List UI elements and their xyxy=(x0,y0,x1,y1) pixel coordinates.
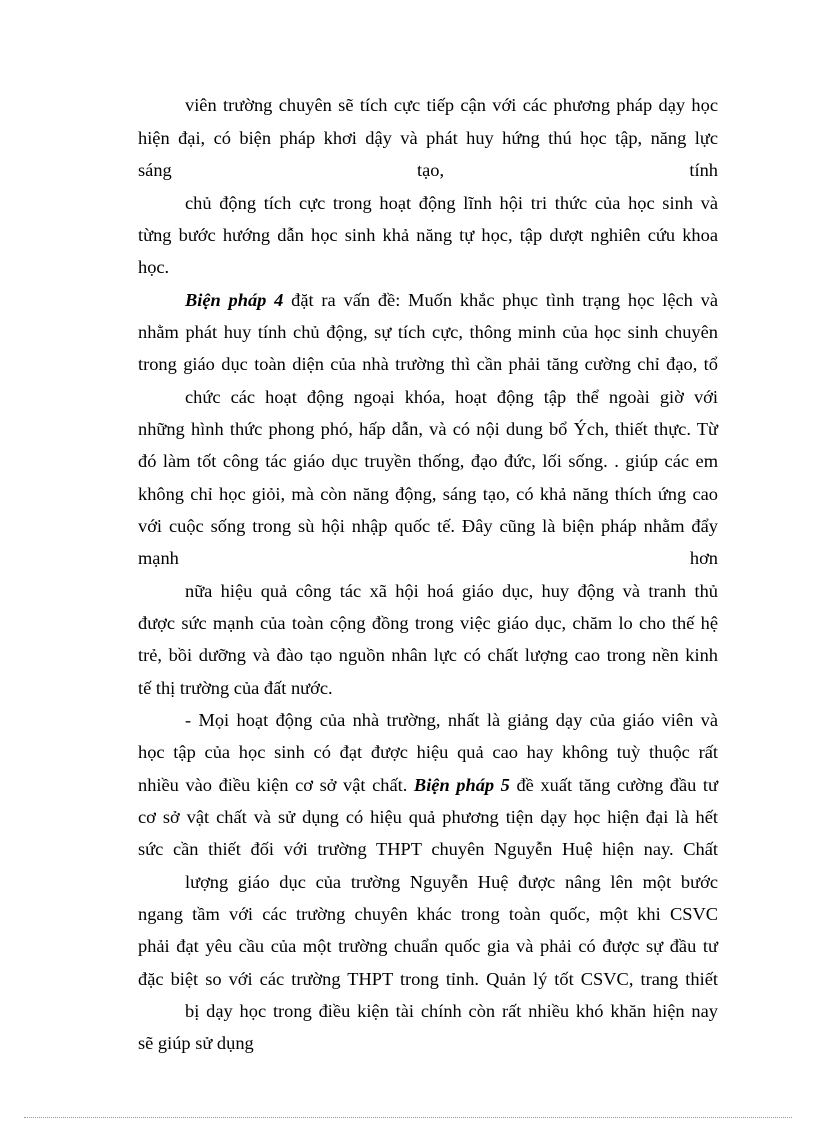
text-line: nữa hiệu quả công tác xã hội hoá giáo dục, huy động và tranh thủ xyxy=(185,581,718,601)
text-line: học tập của học sinh có đạt được hiệu quả cao hay không tuỳ thuộc rất xyxy=(138,742,718,762)
text-line: đó làm tốt công tác giáo dục truyền thống, đạo đức, lối sống. . giúp các em xyxy=(138,451,718,471)
text-line: lượng giáo dục của trường Nguyễn Huệ được nâng lên một bước xyxy=(185,872,718,892)
text-line: viên trường chuyên sẽ tích cực tiếp cận với các phương pháp dạy học xyxy=(185,95,718,115)
text-line: chức các hoạt động ngoại khóa, hoạt động tập thể ngoài giờ với xyxy=(185,387,718,407)
text-line: trong giáo dục toàn diện của nhà trường thì cần phải tăng cường chỉ đạo, tổ xyxy=(138,354,718,374)
text-line: được sức mạnh của toàn cộng đồng trong việc giáo dục, chăm lo cho thế hệ xyxy=(138,613,718,633)
text-line: sẽ giúp sử dụng xyxy=(138,1033,254,1053)
text-line: - Mọi hoạt động của nhà trường, nhất là giảng dạy của giáo viên và xyxy=(185,710,718,730)
text-line: từng bước hướng dẫn học sinh khả năng tự học, tập dượt nghiên cứu khoa xyxy=(138,225,718,245)
text-line: học. xyxy=(138,257,170,277)
page-bottom-divider xyxy=(24,1117,792,1118)
text-segment: nhiều vào điều kiện cơ sở vật chất. xyxy=(138,775,414,795)
text-segment: đề xuất tăng cường đầu tư xyxy=(509,775,718,795)
text-line: nhằm phát huy tính chủ động, sự tích cực, thông minh của học sinh chuyên xyxy=(138,322,718,342)
text-line-spread xyxy=(138,159,718,181)
measure-heading: Biện pháp 4 xyxy=(185,290,284,310)
text-word: sáng xyxy=(138,160,172,180)
text-line: cơ sở vật chất và sử dụng có hiệu quả phương tiện dạy học hiện đại là hết xyxy=(138,807,718,827)
text-word: hơn xyxy=(689,548,718,568)
text-line-spread xyxy=(138,547,718,569)
measure-heading: Biện pháp 5 xyxy=(413,775,510,795)
text-line xyxy=(185,289,718,311)
text-line: hiện đại, có biện pháp khơi dậy và phát huy hứng thú học tập, năng lực xyxy=(138,128,718,148)
text-line: đặc biệt so với các trường THPT trong tỉnh. Quản lý tốt CSVC, trang thiết xyxy=(138,969,718,989)
text-word: tính xyxy=(689,160,718,180)
text-word: mạnh xyxy=(138,548,179,568)
text-line: những hình thức phong phó, hấp dẫn, và có nội dung bổ Ých, thiết thực. Từ xyxy=(138,419,718,439)
text-line: không chỉ học giỏi, mà còn năng động, sáng tạo, có khả năng thích ứng cao xyxy=(138,484,718,504)
text-line: bị dạy học trong điều kiện tài chính còn rất nhiều khó khăn hiện nay xyxy=(185,1001,718,1021)
text-line: sức cần thiết đối với trường THPT chuyên Nguyễn Huệ hiện nay. Chất xyxy=(138,839,718,859)
text-line xyxy=(138,774,718,796)
text-line: ngang tầm với các trường chuyên khác trong toàn quốc, một khi CSVC xyxy=(138,904,718,924)
text-word: tạo, xyxy=(417,160,445,180)
text-line: tế thị trường của đất nước. xyxy=(138,678,333,698)
text-line: trẻ, bồi dưỡng và đào tạo nguồn nhân lực có chất lượng cao trong nền kinh xyxy=(138,645,718,665)
text-line: phải đạt yêu cầu của một trường chuẩn quốc gia và phải có được sự đầu tư xyxy=(138,936,718,956)
text-line: chủ động tích cực trong hoạt động lĩnh hội tri thức của học sinh và xyxy=(185,193,718,213)
text-line: với cuộc sống trong sù hội nhập quốc tế. Đây cũng là biện pháp nhằm đẩy xyxy=(138,516,718,536)
text-segment: đặt ra vấn đề: Muốn khắc phục tình trạng học lệch và xyxy=(283,290,718,310)
